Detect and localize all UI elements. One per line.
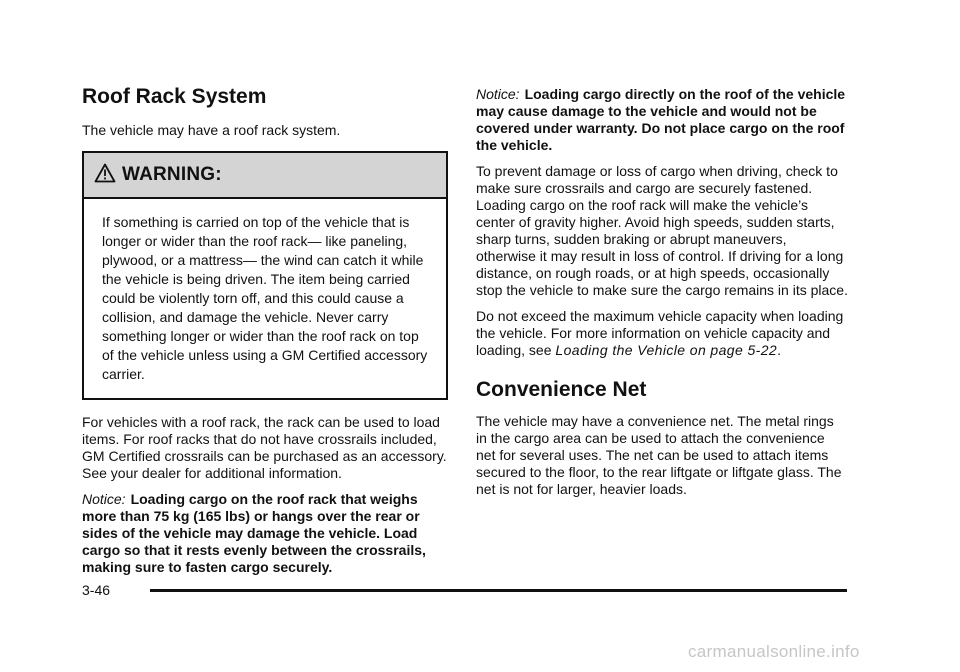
notice-label: Notice: (82, 491, 126, 507)
site-watermark: carmanualsonline.info (688, 642, 860, 661)
capacity-end: . (777, 342, 781, 358)
page-number: 3-46 (82, 582, 111, 598)
loading-vehicle-link[interactable]: Loading the Vehicle on page 5‑22 (555, 342, 778, 358)
convenience-net-paragraph: The vehicle may have a convenience net. The metal rings in the cargo area can be used to attach the convenience net for several uses. The net can be used to attach items secured to the floor, to the rear liftgate or liftgate glass. The net is not for larger, heavier loads. (476, 413, 842, 497)
right-column (476, 86, 848, 507)
notice-roof-rack-weight (82, 491, 448, 576)
notice-text: Loading cargo directly on the roof of the vehicle may cause damage to the vehicle and would not be covered under warranty. Do not place cargo on the roof the vehicle. (476, 86, 846, 153)
left-column (82, 84, 448, 585)
roof-rack-paragraph: For vehicles with a roof rack, the rack can be used to load items. For roof racks that do not have crossrails included, GM Certified crossrails can be purchased as an accessory. See your dealer for additional information. (82, 414, 447, 481)
warning-box (82, 151, 448, 400)
warning-body: If something is carried on top of the vehicle that is longer or wider than the roof rack— like paneling, plywood, or a mattress— the wind can catch it while the vehicle is being driven. The item being carried could be violently torn off, and this could cause a collision, and damage the vehicle. Never carry something longer or wider than the roof rack on top of the vehicle unless using a GM Certified accessory carrier. (102, 214, 428, 382)
footer-divider (150, 589, 847, 592)
warning-header (84, 153, 446, 199)
capacity-paragraph (476, 308, 848, 359)
notice-text: Loading cargo on the roof rack that weighs more than 75 kg (165 lbs) or hangs over the rear or sides of the vehicle may damage the vehicle. Load cargo so that it rests evenly between the crossrails, making sure to fasten cargo securely. (82, 491, 426, 575)
intro-text: The vehicle may have a roof rack system. (82, 122, 341, 138)
section-title-roof-rack: Roof Rack System (82, 85, 267, 108)
notice-roof-cargo (476, 86, 848, 154)
section-title-convenience-net: Convenience Net (476, 378, 647, 401)
cargo-safety-paragraph: To prevent damage or loss of cargo when driving, check to make sure crossrails and cargo are securely fastened. Loading cargo on the roof rack will make the vehicle’s center of gravity higher. Avoid high speeds, sudden starts, sharp turns, sudden braking or abrupt maneuvers, otherwise it may result in loss of control. If driving for a long distance, on rough roads, or at high speeds, occasionally stop the vehicle to make sure the cargo remains in its place. (476, 163, 848, 298)
warning-title: WARNING: (122, 164, 222, 185)
capacity-text: Do not exceed the maximum vehicle capacity when loading the vehicle. For more information on vehicle capacity and loading, see (476, 308, 844, 358)
notice-label: Notice: (476, 86, 520, 102)
warning-triangle-icon (94, 163, 116, 188)
